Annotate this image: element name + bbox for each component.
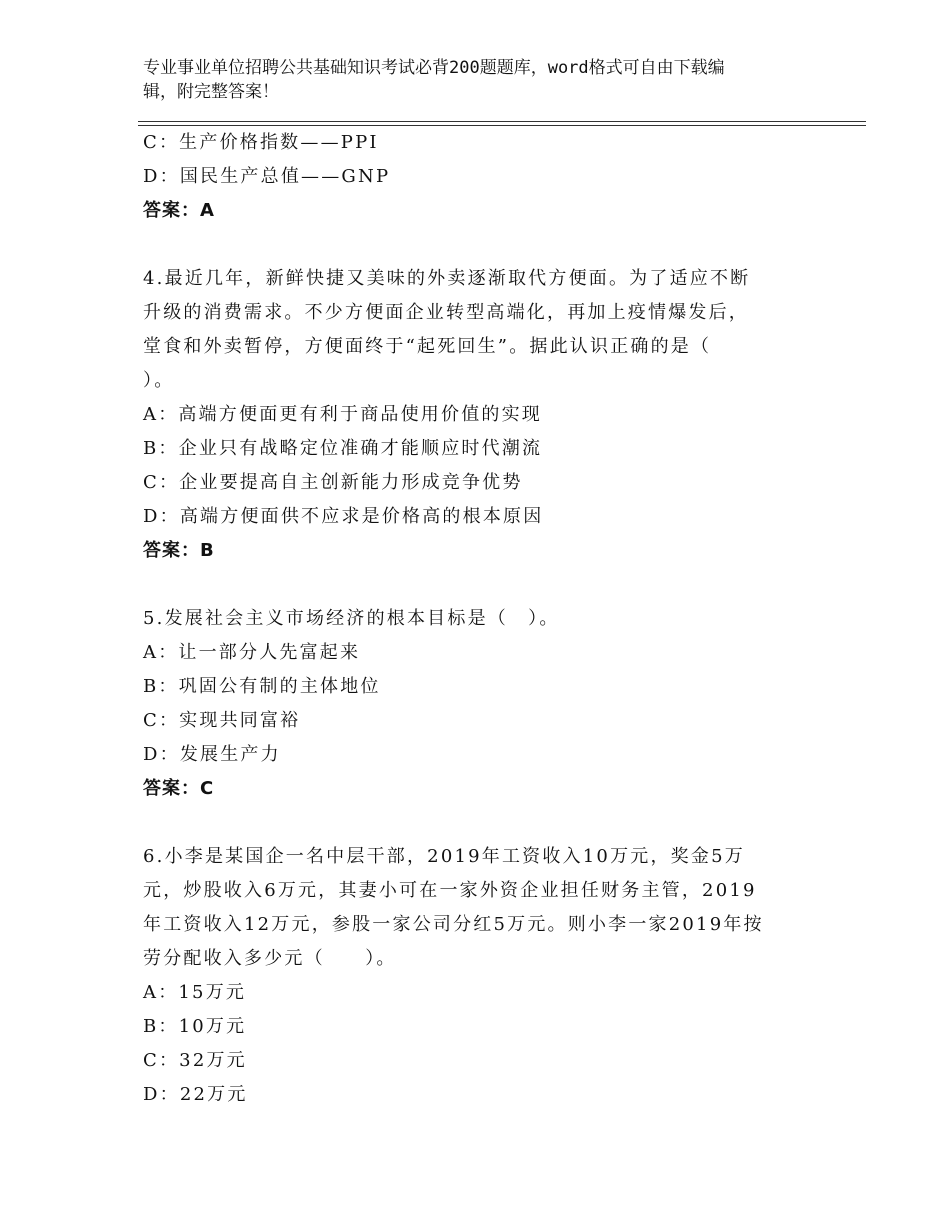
q6-stem-line: 年工资收入12万元，参股一家公司分红5万元。则小李一家2019年按 bbox=[143, 914, 764, 935]
q4-option-c: C：企业要提高自主创新能力形成竞争优势 bbox=[143, 472, 523, 493]
q4-stem-line: 4.最近几年，新鲜快捷又美味的外卖逐渐取代方便面。为了适应不断 bbox=[143, 268, 751, 289]
q6-option-b: B：10万元 bbox=[143, 1016, 247, 1037]
q6-stem-line: 元，炒股收入6万元，其妻小可在一家外资企业担任财务主管，2019 bbox=[143, 880, 757, 901]
q5-option-d: D：发展生产力 bbox=[143, 744, 281, 765]
spacer bbox=[143, 568, 823, 602]
question-4 bbox=[143, 262, 823, 568]
q6-option-d: D：22万元 bbox=[143, 1084, 248, 1105]
spacer bbox=[143, 228, 823, 262]
q4-stem-line: 堂食和外卖暂停，方便面终于“起死回生”。据此认识正确的是（ bbox=[143, 336, 712, 357]
header-title-line-1: 专业事业单位招聘公共基础知识考试必背200题题库，word格式可自由下载编 bbox=[143, 58, 725, 78]
q6-stem-line: 劳分配收入多少元（ ）。 bbox=[143, 948, 397, 969]
header-rule-top bbox=[138, 121, 866, 122]
question-6 bbox=[143, 840, 823, 1112]
question-5 bbox=[143, 602, 823, 806]
question-3-tail bbox=[143, 126, 823, 228]
q4-stem-line: ）。 bbox=[143, 370, 175, 391]
q6-option-a: A：15万元 bbox=[143, 982, 247, 1003]
q3-answer: 答案：A bbox=[143, 200, 215, 221]
q4-stem-line: 升级的消费需求。不少方便面企业转型高端化，再加上疫情爆发后， bbox=[143, 302, 749, 323]
spacer bbox=[143, 806, 823, 840]
q6-stem-line: 6.小李是某国企一名中层干部，2019年工资收入10万元，奖金5万 bbox=[143, 846, 745, 867]
header-title-line-2: 辑，附完整答案！ bbox=[143, 82, 279, 102]
q3-option-d: D：国民生产总值——GNP bbox=[143, 166, 391, 187]
page-header bbox=[143, 56, 803, 104]
document-body bbox=[143, 126, 823, 1112]
q4-answer: 答案：B bbox=[143, 540, 215, 561]
q5-option-a: A：让一部分人先富起来 bbox=[143, 642, 361, 663]
q4-option-b: B：企业只有战略定位准确才能顺应时代潮流 bbox=[143, 438, 543, 459]
q4-option-a: A：高端方便面更有利于商品使用价值的实现 bbox=[143, 404, 542, 425]
q6-option-c: C：32万元 bbox=[143, 1050, 247, 1071]
q4-option-d: D：高端方便面供不应求是价格高的根本原因 bbox=[143, 506, 544, 527]
q5-option-b: B：巩固公有制的主体地位 bbox=[143, 676, 381, 697]
q5-stem-line: 5.发展社会主义市场经济的根本目标是（ ）。 bbox=[143, 608, 560, 629]
q5-answer: 答案：C bbox=[143, 778, 215, 799]
q5-option-c: C：实现共同富裕 bbox=[143, 710, 301, 731]
q3-option-c: C：生产价格指数——PPI bbox=[143, 132, 379, 153]
